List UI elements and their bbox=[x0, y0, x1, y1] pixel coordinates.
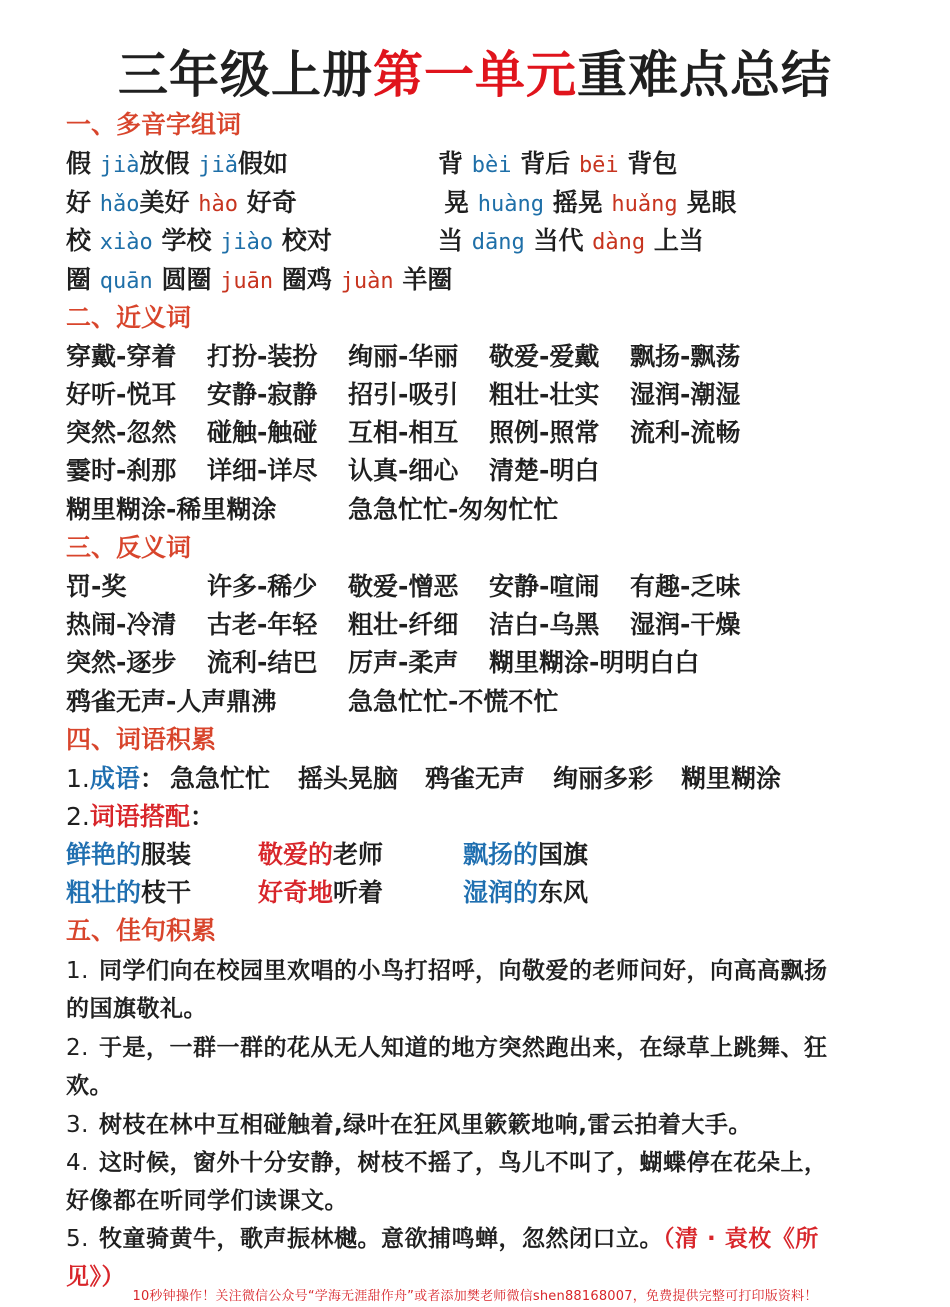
footer-notice: 10秒钟操作！关注微信公众号“学海无涯甜作舟”或者添加樊老师微信shen88168007，免费提供完整可打印版资料！ bbox=[132, 1289, 818, 1304]
word-pair: 粗壮-壮实 bbox=[489, 380, 600, 409]
collocation-item: 好奇地听着 bbox=[258, 878, 384, 907]
word-pair: 飘扬-飘荡 bbox=[630, 342, 741, 371]
word-pair: 糊里糊涂-明明白白 bbox=[489, 648, 700, 677]
polyphone-entry: 晃 huàng 摇晃 huǎng 晃眼 bbox=[444, 188, 737, 217]
word-pair: 认真-细心 bbox=[348, 456, 459, 485]
title-part-1: 三年级上册 bbox=[118, 46, 373, 104]
word-pair: 流利-结巴 bbox=[207, 648, 318, 677]
word-pair: 照例-照常 bbox=[489, 418, 600, 447]
polyphone-entry: 背 bèi 背后 bēi 背包 bbox=[438, 149, 678, 178]
sentence-item: 3. 树枝在林中互相碰触着,绿叶在狂风里簌簌地响,雷云拍着大手。 bbox=[66, 1112, 752, 1138]
section-heading-vocabulary: 四、词语积累 bbox=[66, 725, 217, 754]
word-pair: 鸦雀无声-人声鼎沸 bbox=[66, 687, 277, 716]
word-pair: 突然-忽然 bbox=[66, 418, 177, 447]
word-pair: 古老-年轻 bbox=[207, 610, 318, 639]
idiom-label: 成语 bbox=[89, 764, 140, 793]
polyphone-entry: 圈 quān 圆圈 juān 圈鸡 juàn 羊圈 bbox=[66, 265, 453, 294]
word-pair: 安静-寂静 bbox=[207, 380, 318, 409]
sentence-item: 5. 牧童骑黄牛，歌声振林樾。意欲捕鸣蝉，忽然闭口立。（清 · 袁枚《所见》） bbox=[66, 1226, 819, 1290]
word-pair: 敬爱-憎恶 bbox=[348, 572, 459, 601]
word-pair: 绚丽-华丽 bbox=[348, 342, 459, 371]
word-pair: 流利-流畅 bbox=[630, 418, 741, 447]
collocation-item: 飘扬的国旗 bbox=[463, 840, 589, 869]
word-pair: 突然-逐步 bbox=[66, 648, 177, 677]
word-pair: 霎时-刹那 bbox=[66, 456, 177, 485]
word-pair: 清楚-明白 bbox=[489, 456, 600, 485]
idiom-item: 鸦雀无声 bbox=[425, 764, 526, 793]
word-pair: 许多-稀少 bbox=[207, 572, 318, 601]
collocation-item: 湿润的东风 bbox=[463, 878, 589, 907]
word-pair: 招引-吸引 bbox=[348, 380, 459, 409]
word-pair: 洁白-乌黑 bbox=[489, 610, 600, 639]
title-part-3: 重难点总结 bbox=[577, 46, 832, 104]
word-pair: 有趣-乏味 bbox=[630, 572, 741, 601]
sentence-item: 2. 于是，一群一群的花从无人知道的地方突然跑出来，在绿草上跳舞、狂欢。 bbox=[66, 1035, 828, 1099]
word-pair: 罚-奖 bbox=[66, 572, 127, 601]
word-pair: 安静-喧闹 bbox=[489, 572, 600, 601]
word-pair: 详细-详尽 bbox=[207, 456, 318, 485]
poem-source: （清 · 袁枚《所见》） bbox=[66, 1226, 819, 1290]
idiom-item: 糊里糊涂 bbox=[681, 764, 782, 793]
document-page: 三年级上册第一单元重难点总结 一、多音字组词 假 jià放假 jiǎ假如 背 bèi 背后 bēi 背包 好 hǎo美好 hào 好奇 晃 huàng 摇晃 huǎng 晃眼 校 xiào 学校 jiào 校对 当 dāng 当代 dàng 上当 圈 quān 圆圈 juān 圈鸡 juàn 羊圈 二、近义词 穿戴-穿着 打扮-装扮 绚丽-华丽 敬爱-爱戴 飘扬-飘荡 好听-悦耳 安静-寂静 招引-吸引 粗壮-壮实 湿润-潮湿 突然-忽然 碰触-触碰 互相-相互 照例-照常 流利-流畅 霎时-刹那 详细-详尽 认真-细心 清楚-明白 糊里糊涂-稀里糊涂 急急忙忙-匆匆忙忙 三、反义词 罚-奖 许多-稀少 敬爱-憎恶 安静-喧闹 有趣-乏味 热闹-冷清 古老-年轻 粗壮-纤细 洁白-乌黑 湿润-干燥 突然-逐步 流利-结巴 厉声-柔声 糊里糊涂-明明白白 鸦雀无声-人声鼎沸 急急忙忙-不慌不忙 四、词语积累 1.成语： 急急忙忙 摇头晃脑 鸦雀无声 绚丽多彩 糊里糊涂 2.词语搭配： 鲜艳的服装 敬爱的老师 飘扬的国旗 粗壮的枝干 好奇地听着 湿润的东风 五、佳句积累 1. 同学们向在校园里欢唱的小鸟打招呼，向敬爱的老师问好，向高高飘扬的国旗敬礼。 2. 于是，一群一群的花从无人知道的地方突然跑出来，在绿草上跳舞、狂欢。 3. 树枝在林中互相碰触着,绿叶在狂风里簌簌地响,雷云拍着大手。 4. 这时候，窗外十分安静，树枝不摇了，鸟儿不叫了，蝴蝶停在花朵上，好像都在听同学们读课文。 5. 牧童骑黄牛，歌声振林樾。意欲捕鸣蝉，忽然闭口立。（清 · 袁枚《所见》） 10秒钟操作！关注微信公众号“学海无涯甜作舟”或者添加樊老师微信shen88168007，免费提供完整可打印版资料！ bbox=[0, 0, 950, 1307]
sentence-item: 4. 这时候，窗外十分安静，树枝不摇了，鸟儿不叫了，蝴蝶停在花朵上，好像都在听同学们读课文。 bbox=[66, 1150, 828, 1214]
polyphone-entry: 校 xiào 学校 jiào 校对 bbox=[66, 226, 332, 255]
polyphone-entry: 当 dāng 当代 dàng 上当 bbox=[438, 226, 704, 255]
polyphone-entry: 假 jià放假 jiǎ假如 bbox=[66, 149, 288, 178]
word-pair: 碰触-触碰 bbox=[207, 418, 318, 447]
word-pair: 湿润-潮湿 bbox=[630, 380, 741, 409]
word-pair: 急急忙忙-不慌不忙 bbox=[348, 687, 559, 716]
word-pair: 糊里糊涂-稀里糊涂 bbox=[66, 495, 277, 524]
word-pair: 打扮-装扮 bbox=[207, 342, 318, 371]
word-pair: 穿戴-穿着 bbox=[66, 342, 177, 371]
list-number: 1. bbox=[66, 764, 90, 793]
polyphone-entry: 好 hǎo美好 hào 好奇 bbox=[66, 188, 297, 217]
word-pair: 急急忙忙-匆匆忙忙 bbox=[348, 495, 559, 524]
section-heading-polyphones: 一、多音字组词 bbox=[66, 110, 242, 139]
page-title bbox=[0, 40, 950, 110]
idiom-item: 绚丽多彩 bbox=[553, 764, 654, 793]
word-pair: 好听-悦耳 bbox=[66, 380, 177, 409]
collocation-item: 粗壮的枝干 bbox=[66, 878, 192, 907]
collocation-item: 鲜艳的服装 bbox=[66, 840, 192, 869]
title-part-2: 第一单元 bbox=[373, 46, 577, 104]
section-heading-antonyms: 三、反义词 bbox=[66, 533, 192, 562]
collocation-item: 敬爱的老师 bbox=[258, 840, 384, 869]
sentence-item: 1. 同学们向在校园里欢唱的小鸟打招呼，向敬爱的老师问好，向高高飘扬的国旗敬礼。 bbox=[66, 958, 828, 1022]
word-pair: 互相-相互 bbox=[348, 418, 459, 447]
word-pair: 湿润-干燥 bbox=[630, 610, 741, 639]
idiom-item: 摇头晃脑 bbox=[298, 764, 399, 793]
collocation-heading: 2.词语搭配： bbox=[66, 802, 215, 831]
word-pair: 热闹-冷清 bbox=[66, 610, 177, 639]
list-number: 2. bbox=[66, 802, 90, 831]
section-heading-sentences: 五、佳句积累 bbox=[66, 916, 217, 945]
word-pair: 粗壮-纤细 bbox=[348, 610, 459, 639]
idiom-item: 急急忙忙 bbox=[170, 764, 271, 793]
section-heading-synonyms: 二、近义词 bbox=[66, 303, 192, 332]
word-pair: 敬爱-爱戴 bbox=[489, 342, 600, 371]
collocation-label: 词语搭配 bbox=[89, 802, 190, 831]
word-pair: 厉声-柔声 bbox=[348, 648, 459, 677]
